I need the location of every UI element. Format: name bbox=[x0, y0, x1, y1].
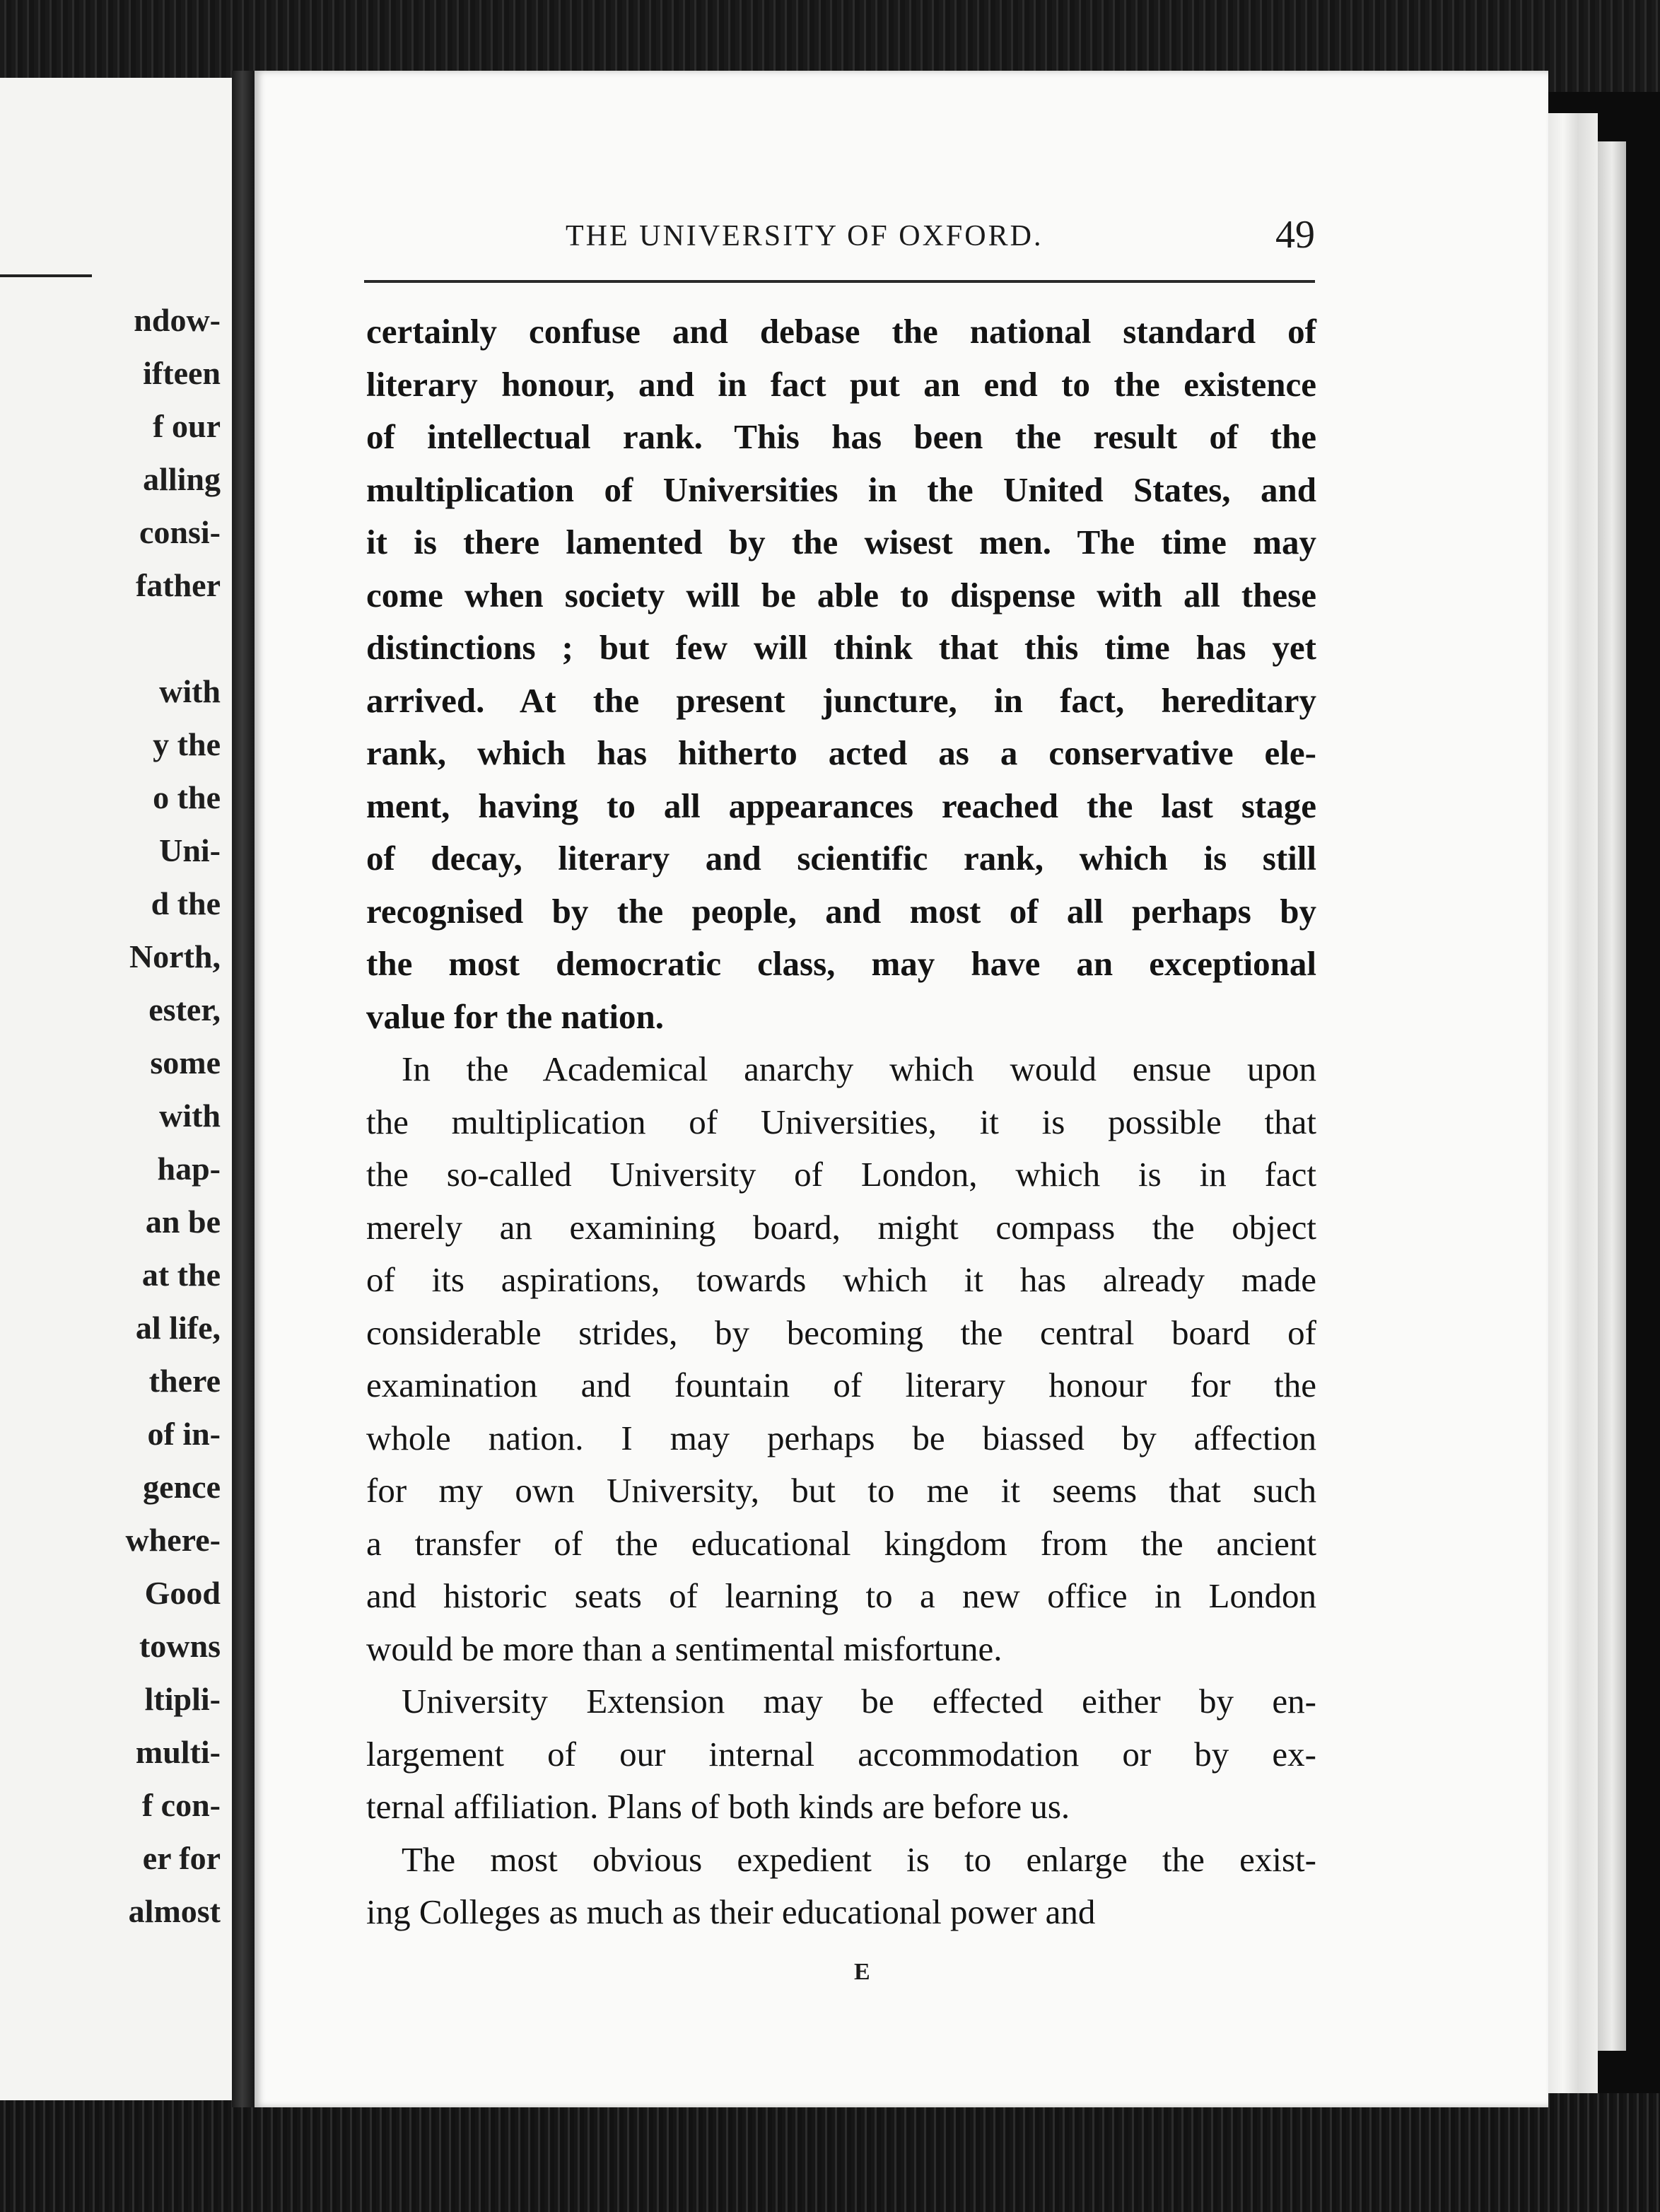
body-text bbox=[366, 305, 1316, 1939]
paragraph-1 bbox=[366, 305, 1316, 1043]
text-line: In the Academical anarchy which would ensue upon bbox=[402, 1049, 1316, 1088]
text-line: The most obvious expedient is to enlarge the exist- bbox=[402, 1839, 1316, 1879]
paragraph-3 bbox=[366, 1675, 1316, 1834]
facing-page-line: Uni- bbox=[159, 832, 221, 868]
facing-page-header-rule bbox=[0, 274, 92, 277]
facing-page-line: d the bbox=[151, 885, 221, 921]
page-number: 49 bbox=[1275, 213, 1315, 257]
text-line: would be more than a sentimental misfortune. bbox=[366, 1629, 1003, 1668]
facing-page-line: o the bbox=[153, 779, 221, 815]
running-title: THE UNIVERSITY OF OXFORD. bbox=[566, 220, 1044, 252]
text-line: for my own University, but to me it seems that such bbox=[366, 1471, 1316, 1510]
text-line: whole nation. I may perhaps be biassed by affection bbox=[366, 1418, 1316, 1457]
text-line: the multiplication of Universities, it is possible that bbox=[366, 1102, 1316, 1141]
text-line: it is there lamented by the wisest men. The time may bbox=[366, 523, 1316, 561]
facing-page-line: almost bbox=[128, 1893, 221, 1929]
text-line: merely an examining board, might compass the object bbox=[366, 1207, 1316, 1247]
facing-page-line: North, bbox=[129, 938, 221, 974]
text-line: rank, which has hitherto acted as a conservative ele- bbox=[366, 733, 1316, 772]
facing-page-line: alling bbox=[143, 461, 221, 497]
facing-page-line: an be bbox=[145, 1204, 221, 1240]
text-line: the so-called University of London, which is in fact bbox=[366, 1155, 1316, 1194]
text-line: value for the nation. bbox=[366, 996, 665, 1036]
facing-page-line: there bbox=[148, 1363, 221, 1399]
facing-page-line: al life, bbox=[135, 1310, 221, 1346]
text-line: considerable strides, by becoming the central board of bbox=[366, 1312, 1316, 1352]
facing-page-line: with bbox=[159, 673, 221, 709]
page-edges-back bbox=[1598, 141, 1626, 2051]
signature-mark: E bbox=[854, 1959, 870, 1985]
page-edges bbox=[1548, 113, 1598, 2093]
facing-page-line: some bbox=[150, 1044, 221, 1081]
facing-page-line: at the bbox=[141, 1257, 221, 1293]
text-line: certainly confuse and debase the national standard of bbox=[366, 312, 1316, 351]
facing-page-left bbox=[0, 78, 232, 2100]
text-line: largement of our internal accommodation or by ex- bbox=[366, 1734, 1316, 1774]
text-line: the most democratic class, may have an exceptional bbox=[366, 944, 1316, 983]
text-line: literary honour, and in fact put an end to the existence bbox=[366, 364, 1316, 404]
text-line: of intellectual rank. This has been the result of the bbox=[366, 417, 1316, 456]
facing-page-line: er for bbox=[142, 1840, 221, 1876]
text-line: distinctions ; but few will think that this time has yet bbox=[366, 628, 1316, 667]
facing-page-line bbox=[8, 612, 221, 665]
paragraph-4 bbox=[366, 1834, 1316, 1939]
facing-page-line: of in- bbox=[147, 1416, 221, 1452]
facing-page-line: with bbox=[159, 1098, 221, 1134]
facing-page-line: where- bbox=[125, 1522, 221, 1558]
facing-page-line: hap- bbox=[157, 1151, 221, 1187]
facing-page-line: ifteen bbox=[143, 355, 221, 391]
facing-page-line: father bbox=[135, 567, 221, 603]
text-line: examination and fountain of literary honour for the bbox=[366, 1366, 1316, 1404]
text-line: recognised by the people, and most of all perhaps by bbox=[366, 891, 1316, 931]
paragraph-2 bbox=[366, 1043, 1316, 1675]
facing-page-line: multi- bbox=[135, 1734, 221, 1770]
facing-page-line: y the bbox=[153, 726, 221, 762]
text-line: arrived. At the present juncture, in fact, hereditary bbox=[366, 680, 1316, 720]
facing-page-line: f our bbox=[153, 408, 221, 444]
text-line: of decay, literary and scientific rank, which is still bbox=[366, 839, 1316, 878]
text-line: ing Colleges as much as their educational power and bbox=[366, 1892, 1096, 1931]
facing-page-text bbox=[8, 293, 221, 1938]
text-line: of its aspirations, towards which it has already made bbox=[366, 1260, 1316, 1299]
text-line: ment, having to all appearances reached the last stage bbox=[366, 786, 1316, 825]
book-gutter bbox=[232, 71, 257, 2107]
facing-page-line: ester, bbox=[148, 991, 221, 1028]
header-rule bbox=[364, 280, 1315, 283]
text-line: come when society will be able to dispense with all these bbox=[366, 575, 1316, 615]
text-line: multiplication of Universities in the United States, and bbox=[366, 470, 1316, 509]
text-line: University Extension may be effected either by en- bbox=[402, 1682, 1316, 1721]
facing-page-line: ltipli- bbox=[144, 1681, 221, 1717]
page-header bbox=[361, 212, 1315, 269]
text-line: and historic seats of learning to a new office in London bbox=[366, 1576, 1316, 1615]
facing-page-line: towns bbox=[139, 1628, 221, 1664]
facing-page-line: Good bbox=[144, 1575, 221, 1611]
facing-page-line: gence bbox=[143, 1469, 221, 1505]
facing-page-line: ndow- bbox=[134, 302, 221, 338]
scanner-background-bottom bbox=[0, 2093, 1660, 2212]
text-line: a transfer of the educational kingdom from the ancient bbox=[366, 1523, 1316, 1563]
facing-page-line: f con- bbox=[141, 1787, 221, 1823]
facing-page-line: consi- bbox=[139, 514, 221, 550]
text-line: ternal affiliation. Plans of both kinds are before us. bbox=[366, 1787, 1070, 1826]
